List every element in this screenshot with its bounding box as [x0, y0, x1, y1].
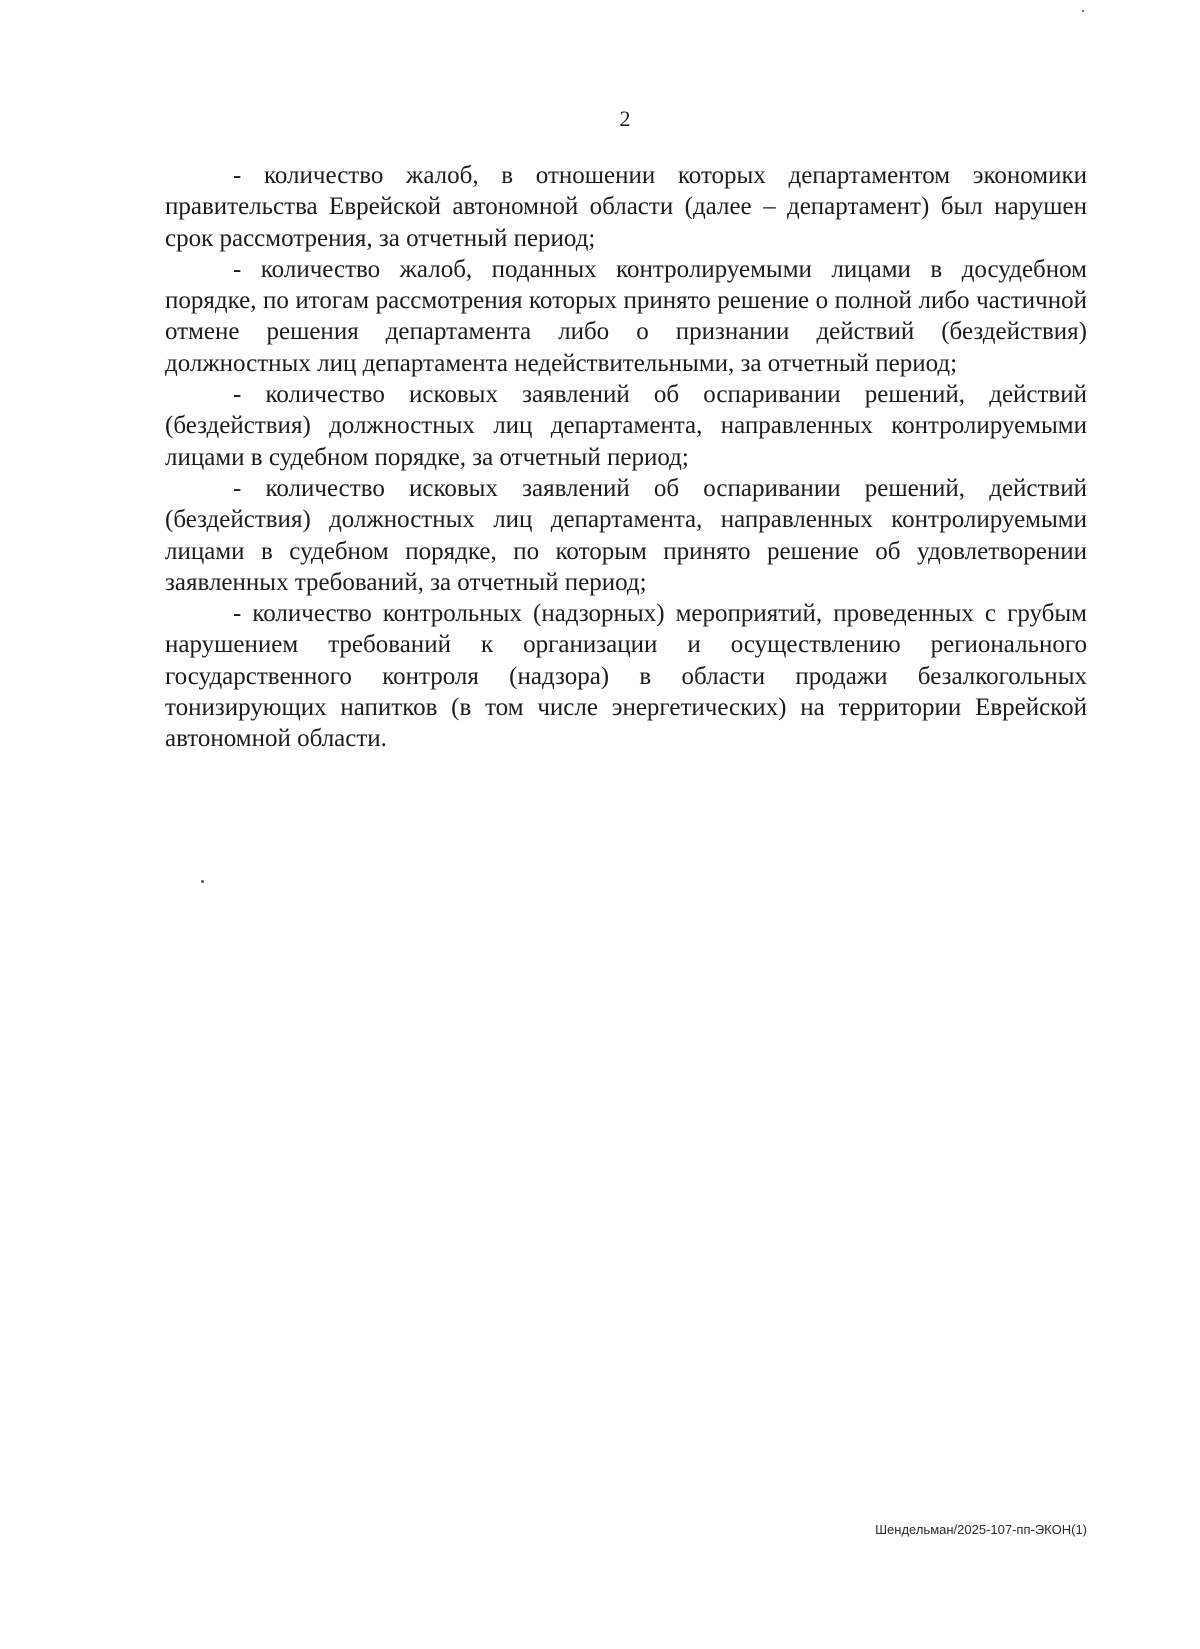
- scan-speck: [1082, 10, 1084, 12]
- page-number: 2: [619, 106, 631, 131]
- paragraph-complaints-pretrial: - количество жалоб, поданных контролируемыми лицами в досудебном порядке, по итогам рассмотрения которых принято решение о полной либо частичной отмене решения департамента либо о признании действий (бездействия) должностных лиц департамента недействительными, за отчетный период;: [165, 255, 1087, 377]
- document-body: [165, 160, 1087, 755]
- footer-document-code: Шендельман/2025-107-пп-ЭКОН(1): [875, 1522, 1087, 1537]
- paragraph-complaints-deadline: - количество жалоб, в отношении которых департаментом экономики правительства Еврейской автономной области (далее – департамент) был нарушен срок рассмотрения, за отчетный период;: [165, 162, 1087, 252]
- paragraph-lawsuits-filed: - количество исковых заявлений об оспаривании решений, действий (бездействия) должностных лиц департамента, направленных контролируемыми лицами в судебном порядке, за отчетный период;: [165, 381, 1087, 471]
- paragraph-lawsuits-satisfied: - количество исковых заявлений об оспаривании решений, действий (бездействия) должностных лиц департамента, направленных контролируемыми лицами в судебном порядке, по которым принято решение об удовлетворении заявленных требований, за отчетный период;: [165, 474, 1087, 596]
- paragraph-inspections-violations: - количество контрольных (надзорных) мероприятий, проведенных с грубым нарушением требований к организации и осуществлению регионального государственного контроля (надзора) в области продажи безалкогольных тонизирующих напитков (в том числе энергетических) на территории Еврейской автономной области.: [165, 600, 1087, 753]
- scan-speck: [201, 880, 204, 883]
